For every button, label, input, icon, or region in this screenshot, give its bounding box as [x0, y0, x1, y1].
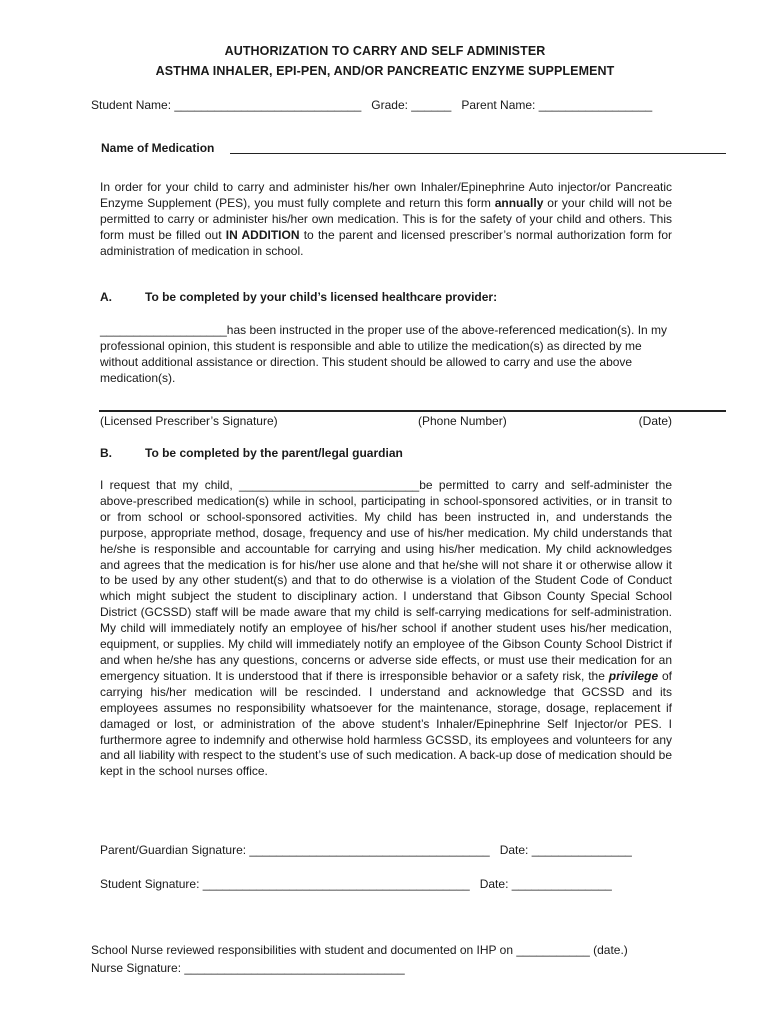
intro-paragraph: [100, 180, 672, 260]
grade-field[interactable]: Grade: ______: [371, 98, 452, 112]
form-subtitle: ASTHMA INHALER, EPI-PEN, AND/OR PANCREATIC ENZYME SUPPLEMENT: [155, 64, 615, 78]
section-a-paragraph: ___________________has been instructed in the proper use of the above-referenced medication(s). In my professional opinion, this student is responsible and able to utilize the medication(s) as directed by me without additional assistance or direction. This student should be allowed to carry and use the above medication(s).: [100, 323, 668, 385]
phone-number-label: (Phone Number): [418, 414, 507, 428]
parent-name-field[interactable]: Parent Name: _________________: [461, 98, 653, 112]
form-title: AUTHORIZATION TO CARRY AND SELF ADMINISTER: [224, 44, 546, 58]
section-b-paragraph: [100, 478, 672, 780]
section-b-text-1: I request that my child, ___________________________be permitted to carry and self-administer the above-prescribed medication(s) while in school, participating in school-sponsored activities, or in transit to or from school or school-sponsored activities. My child has been instructed in, and understands the purpose, appropriate method, dosage, frequency and use of his/her medication. My child understands that he/she is responsible and accountable for carrying and using his/her medication. My child acknowledges and agrees that the medication is for his/her use alone and that he/she will not share it or otherwise allow it to be used by any other student(s) and that to do otherwise is a violation of the Student Code of Conduct which might subject the student to disciplinary action. I understand that Gibson County Special School District (GCSSD) staff will be made aware that my child is self-carrying medications for self-administration. My child will immediately notify an employee of his/her school if another student uses his/her medication, equipment, or supplies. My child will immediately notify an employee of the Gibson County School District if and when he/she has any questions, concerns or adverse side effects, or must use their medication for an emergency situation. It is understood that if there is irresponsible behavior or a safety risk, the: [100, 478, 672, 683]
section-b-bold-privilege: privilege: [608, 668, 659, 683]
intro-bold-in-addition: IN ADDITION: [225, 227, 300, 242]
prescriber-signature-label: (Licensed Prescriber’s Signature): [100, 414, 278, 428]
parent-signature-row: [100, 843, 632, 857]
student-name-field[interactable]: Student Name: ____________________________: [91, 98, 362, 112]
student-date-field[interactable]: Date: _______________: [479, 877, 612, 891]
medication-field[interactable]: [230, 153, 726, 154]
parent-date-field[interactable]: Date: _______________: [499, 843, 632, 857]
intro-text-3: to the parent and licensed prescriber’s normal authorization form for administration of medication in school.: [100, 227, 672, 258]
section-a-letter: A.: [100, 290, 112, 304]
date-label: (Date): [638, 414, 672, 428]
section-b-text-2: of carrying his/her medication will be rescinded. I understand and acknowledge that GCSSD and its employees assumes no responsibility whatsoever for the maintenance, storage, dosage, replacement if damaged or lost, or administration of the above student’s Inhaler/Epinephrine Self Injector/or PES. I furthermore agree to indemnify and otherwise hold harmless GCSSD, its employees and volunteers for any and all liability with respect to the student’s use of such medication. A back-up dose of medication should be kept in the school nurses office.: [100, 668, 672, 779]
section-a-title: To be completed by your child’s licensed healthcare provider:: [145, 290, 498, 304]
intro-text-2: or your child will not be permitted to carry or administer his/her own medication. This is for the safety of your child and others. This form must be filled out: [100, 195, 673, 242]
intro-text-1: In order for your child to carry and administer his/her own Inhaler/Epinephrine Auto injector/or Pancreatic Enzyme Supplement (PES), you must fully complete and return this form: [100, 180, 672, 210]
section-b-title: To be completed by the parent/legal guardian: [145, 446, 403, 460]
section-b-letter: B.: [100, 446, 112, 460]
section-a-heading: [100, 290, 497, 304]
section-b-heading: [100, 446, 403, 460]
student-signature-row: [100, 877, 612, 891]
prescriber-signature-line[interactable]: [99, 410, 726, 412]
intro-bold-annually: annually: [494, 195, 544, 210]
student-signature-field[interactable]: Student Signature: ________________________________________: [100, 877, 470, 891]
parent-signature-field[interactable]: Parent/Guardian Signature: ____________________________________: [100, 843, 490, 857]
student-info-row: [91, 98, 652, 112]
nurse-signature-line[interactable]: Nurse Signature: _________________________________: [91, 961, 405, 975]
medication-label: Name of Medication: [101, 141, 215, 155]
nurse-review-line[interactable]: School Nurse reviewed responsibilities with student and documented on IHP on ___________ (date.): [91, 943, 628, 957]
